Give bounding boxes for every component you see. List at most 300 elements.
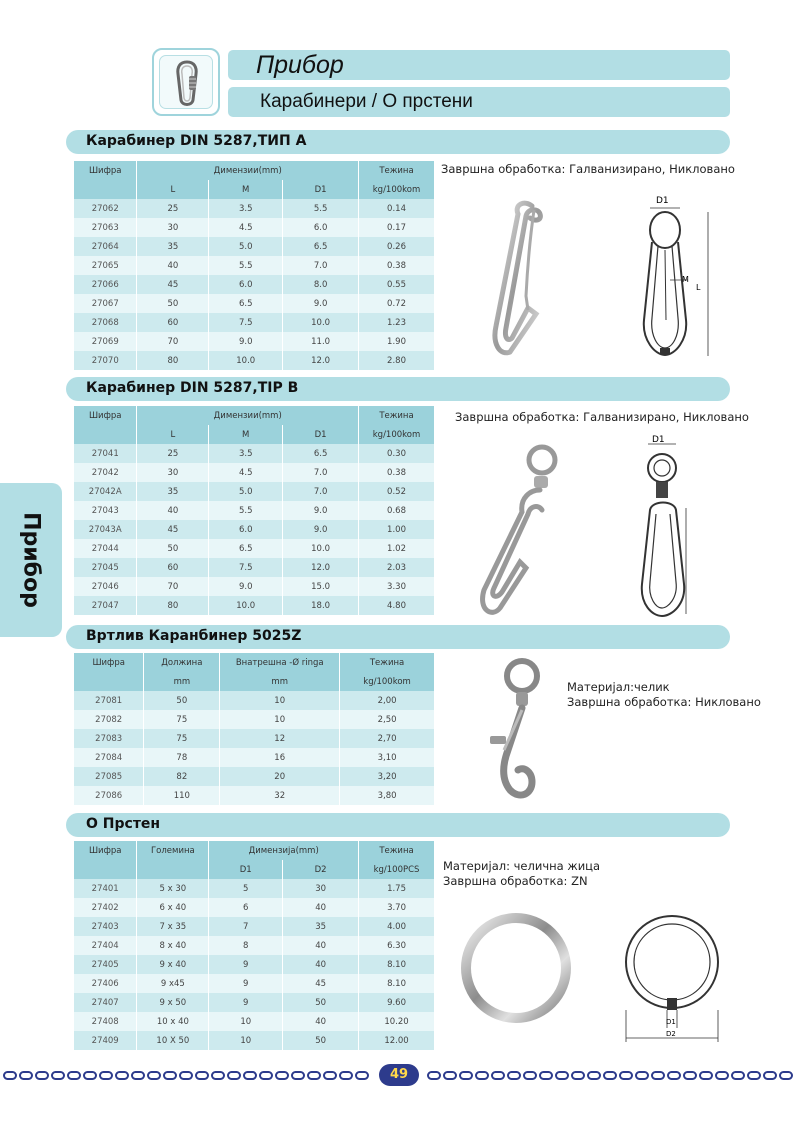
- section-bar-carabiner-a: [66, 130, 730, 154]
- chain-link: [652, 1072, 664, 1079]
- dim-label-l: L: [696, 283, 701, 292]
- chain-link: [356, 1072, 368, 1079]
- table-cell: 7 x 35: [137, 917, 209, 936]
- chain-link: [148, 1072, 160, 1079]
- table-cell: 6 x 40: [137, 898, 209, 917]
- col-header-code: Шифра: [74, 653, 144, 672]
- table-cell: 10.0: [209, 351, 283, 370]
- chain-link: [212, 1072, 224, 1079]
- table-cell: 10.20: [359, 1012, 435, 1031]
- table-cell: 12.00: [359, 1031, 435, 1050]
- col-header-d2: D2: [283, 860, 359, 879]
- table-cell: 8.10: [359, 974, 435, 993]
- table-row: [74, 539, 435, 558]
- table-cell: 40: [283, 1012, 359, 1031]
- chain-link: [116, 1072, 128, 1079]
- note-line: Материјал: челична жица: [443, 859, 601, 873]
- chain-link: [540, 1072, 552, 1079]
- table-row: [74, 313, 435, 332]
- table-cell: 9: [209, 993, 283, 1012]
- chain-link: [428, 1072, 440, 1079]
- col-header-blank: [74, 672, 144, 691]
- table-cell: 10: [209, 1012, 283, 1031]
- table-cell: 3.70: [359, 898, 435, 917]
- table-cell: 6.5: [209, 294, 283, 313]
- table-cell: 6.5: [283, 237, 359, 256]
- table-cell: 0.72: [359, 294, 435, 313]
- side-tab: [0, 483, 62, 637]
- table-cell: 75: [144, 710, 220, 729]
- table-cell: 1.90: [359, 332, 435, 351]
- section-title: Карабинер DIN 5287,ТИП А: [86, 133, 307, 149]
- table-cell: 40: [283, 955, 359, 974]
- table-row: [74, 577, 435, 596]
- table-cell: 4.80: [359, 596, 435, 615]
- table-cell: 1.02: [359, 539, 435, 558]
- chain-link: [36, 1072, 48, 1079]
- table-cell: 6.5: [209, 539, 283, 558]
- table-cell: 1.75: [359, 879, 435, 898]
- chain-link: [508, 1072, 520, 1079]
- table-cell: 6.0: [209, 275, 283, 294]
- table-cell: 10 x 40: [137, 1012, 209, 1031]
- note-line: Завршна обработка: Галванизирано, Никловано: [441, 162, 735, 176]
- table-cell: 27043A: [74, 520, 137, 539]
- page-subtitle-bar: [228, 87, 730, 117]
- table-cell: 25: [137, 199, 209, 218]
- col-header-dimensions: Димензии(mm): [137, 406, 359, 425]
- note-line: Завршна обработка: ZN: [443, 874, 588, 888]
- table-cell: 9: [209, 955, 283, 974]
- chain-link: [620, 1072, 632, 1079]
- table-cell: 25: [137, 444, 209, 463]
- chain-link: [260, 1072, 272, 1079]
- chain-link: [84, 1072, 96, 1079]
- table-cell: 27086: [74, 786, 144, 805]
- table-cell: 6.0: [209, 520, 283, 539]
- table-cell: 78: [144, 748, 220, 767]
- table-row: [74, 879, 435, 898]
- table-cell: 3.5: [209, 199, 283, 218]
- col-header-code: Шифра: [74, 406, 137, 425]
- chain-link: [292, 1072, 304, 1079]
- material-note: [567, 680, 761, 710]
- table-cell: 1.23: [359, 313, 435, 332]
- col-header-d1: D1: [209, 860, 283, 879]
- table-cell: 12.0: [283, 558, 359, 577]
- table-body: [74, 444, 435, 615]
- table-cell: 2,70: [340, 729, 435, 748]
- table-cell: 5.0: [209, 482, 283, 501]
- table-cell: 40: [137, 501, 209, 520]
- chain-link: [4, 1072, 16, 1079]
- table-cell: 27044: [74, 539, 137, 558]
- table-cell: 45: [137, 275, 209, 294]
- table-cell: 11.0: [283, 332, 359, 351]
- table-cell: 27068: [74, 313, 137, 332]
- table-cell: 16: [220, 748, 340, 767]
- table-cell: 10: [209, 1031, 283, 1050]
- section-bar-carabiner-b: [66, 377, 730, 401]
- chain-link: [524, 1072, 536, 1079]
- table-cell: 0.38: [359, 256, 435, 275]
- table-row: [74, 520, 435, 539]
- table-cell: 9: [209, 974, 283, 993]
- table-body: [74, 691, 435, 805]
- table-cell: 80: [137, 596, 209, 615]
- table-cell: 27064: [74, 237, 137, 256]
- chain-link: [132, 1072, 144, 1079]
- table-row: [74, 767, 435, 786]
- table-cell: 30: [137, 218, 209, 237]
- table-cell: 50: [137, 539, 209, 558]
- col-header-dimensions: Димензија(mm): [209, 841, 359, 860]
- table-cell: 2.03: [359, 558, 435, 577]
- section-title: Карабинер DIN 5287,TIP B: [86, 380, 299, 396]
- material-note: [443, 859, 600, 889]
- section-title: О Прстен: [86, 816, 161, 832]
- table-cell: 0.38: [359, 463, 435, 482]
- chain-link: [668, 1072, 680, 1079]
- col-header-unit-mm: mm: [144, 672, 220, 691]
- table-cell: 27041: [74, 444, 137, 463]
- col-header-blank: [74, 180, 137, 199]
- chain-link: [572, 1072, 584, 1079]
- col-header-weight: Тежина: [340, 653, 435, 672]
- table-row: [74, 558, 435, 577]
- table-cell: 110: [144, 786, 220, 805]
- table-cell: 6.0: [283, 218, 359, 237]
- table-cell: 20: [220, 767, 340, 786]
- table-cell: 3,10: [340, 748, 435, 767]
- note-line: Завршна обработка: Никловано: [567, 695, 761, 709]
- chain-link: [684, 1072, 696, 1079]
- table-cell: 60: [137, 558, 209, 577]
- table-cell: 8.10: [359, 955, 435, 974]
- table-row: [74, 993, 435, 1012]
- table-cell: 7.0: [283, 256, 359, 275]
- chain-link: [780, 1072, 792, 1079]
- table-cell: 40: [283, 936, 359, 955]
- o-ring-drawing: [620, 910, 730, 1045]
- table-cell: 82: [144, 767, 220, 786]
- dim-label-d1: D1: [656, 196, 669, 206]
- table-o-ring: [74, 841, 435, 1050]
- table-cell: 4.5: [209, 218, 283, 237]
- table-row: [74, 199, 435, 218]
- page-title: Прибор: [256, 51, 344, 79]
- finish-note: [441, 162, 735, 177]
- chain-link: [748, 1072, 760, 1079]
- section-title: Вртлив Каранбинер 5025Z: [86, 628, 302, 644]
- chain-link: [308, 1072, 320, 1079]
- table-cell: 45: [137, 520, 209, 539]
- table-cell: 12.0: [283, 351, 359, 370]
- table-cell: 27067: [74, 294, 137, 313]
- table-cell: 3,80: [340, 786, 435, 805]
- col-header-unit-mm: mm: [220, 672, 340, 691]
- carabiner-b-drawing: [630, 434, 720, 619]
- chain-link: [636, 1072, 648, 1079]
- chain-link: [180, 1072, 192, 1079]
- table-cell: 10: [220, 691, 340, 710]
- table-row: [74, 1012, 435, 1031]
- table-cell: 7.5: [209, 313, 283, 332]
- table-cell: 3.5: [209, 444, 283, 463]
- chain-link: [764, 1072, 776, 1079]
- col-header-l: L: [137, 425, 209, 444]
- table-row: [74, 936, 435, 955]
- chain-link: [700, 1072, 712, 1079]
- table-cell: 5 x 30: [137, 879, 209, 898]
- table-cell: 70: [137, 332, 209, 351]
- col-header-blank: [74, 425, 137, 444]
- table-row: [74, 237, 435, 256]
- table-cell: 9.0: [209, 577, 283, 596]
- col-header-unit: kg/100kom: [359, 180, 435, 199]
- table-cell: 50: [283, 993, 359, 1012]
- table-cell: 75: [144, 729, 220, 748]
- table-row: [74, 463, 435, 482]
- category-icon-box: [152, 48, 220, 116]
- finish-note: [455, 410, 749, 425]
- side-tab-label: Прибор: [18, 512, 44, 608]
- col-header-blank: [74, 860, 137, 879]
- col-header-l: L: [137, 180, 209, 199]
- table-row: [74, 974, 435, 993]
- table-cell: 27408: [74, 1012, 137, 1031]
- table-cell: 27403: [74, 917, 137, 936]
- chain-link: [244, 1072, 256, 1079]
- table-cell: 0.17: [359, 218, 435, 237]
- o-ring-photo: [458, 910, 578, 1026]
- table-cell: 5: [209, 879, 283, 898]
- table-row: [74, 955, 435, 974]
- table-cell: 5.0: [209, 237, 283, 256]
- col-header-weight: Тежина: [359, 161, 435, 180]
- carabiner-a-photo: [470, 196, 560, 366]
- table-cell: 27045: [74, 558, 137, 577]
- chain-link: [732, 1072, 744, 1079]
- col-header-dimensions: Димензии(mm): [137, 161, 359, 180]
- table-cell: 0.14: [359, 199, 435, 218]
- table-cell: 0.52: [359, 482, 435, 501]
- col-header-length: Должина: [144, 653, 220, 672]
- table-row: [74, 710, 435, 729]
- table-cell: 27069: [74, 332, 137, 351]
- col-header-d1: D1: [283, 180, 359, 199]
- dim-label-d1: D1: [652, 435, 665, 445]
- chain-link: [52, 1072, 64, 1079]
- page-number: 49: [389, 1067, 409, 1082]
- table-carabiner-b: [74, 406, 435, 615]
- table-cell: 9 x 50: [137, 993, 209, 1012]
- table-row: [74, 332, 435, 351]
- chain-link: [324, 1072, 336, 1079]
- col-header-size: Големина: [137, 841, 209, 860]
- table-cell: 27085: [74, 767, 144, 786]
- carabiner-icon: [159, 55, 213, 109]
- table-cell: 35: [137, 237, 209, 256]
- chain-link: [556, 1072, 568, 1079]
- table-cell: 27404: [74, 936, 137, 955]
- table-cell: 35: [137, 482, 209, 501]
- table-cell: 1.00: [359, 520, 435, 539]
- swivel-snap-hook-photo: [480, 654, 560, 804]
- table-cell: 4.5: [209, 463, 283, 482]
- col-header-d1: D1: [283, 425, 359, 444]
- table-row: [74, 501, 435, 520]
- col-header-blank: [137, 860, 209, 879]
- table-cell: 27409: [74, 1031, 137, 1050]
- table-cell: 4.00: [359, 917, 435, 936]
- table-cell: 27070: [74, 351, 137, 370]
- table-cell: 27406: [74, 974, 137, 993]
- table-row: [74, 218, 435, 237]
- table-cell: 3,20: [340, 767, 435, 786]
- page-number-badge: [379, 1064, 419, 1086]
- chain-link: [100, 1072, 112, 1079]
- table-body: [74, 879, 435, 1050]
- dim-label-d1: D1: [666, 1018, 676, 1026]
- table-cell: 27081: [74, 691, 144, 710]
- table-cell: 8.0: [283, 275, 359, 294]
- table-cell: 50: [283, 1031, 359, 1050]
- table-cell: 2,00: [340, 691, 435, 710]
- table-cell: 27062: [74, 199, 137, 218]
- table-cell: 32: [220, 786, 340, 805]
- col-header-m: M: [209, 180, 283, 199]
- table-cell: 9.0: [283, 520, 359, 539]
- table-cell: 5.5: [209, 501, 283, 520]
- table-row: [74, 748, 435, 767]
- page-subtitle: Карабинери / О прстени: [260, 91, 473, 112]
- chain-link: [340, 1072, 352, 1079]
- table-swivel: [74, 653, 435, 805]
- chain-link: [68, 1072, 80, 1079]
- col-header-code: Шифра: [74, 161, 137, 180]
- table-cell: 10.0: [283, 313, 359, 332]
- table-cell: 27047: [74, 596, 137, 615]
- table-cell: 27405: [74, 955, 137, 974]
- table-row: [74, 917, 435, 936]
- chain-link: [20, 1072, 32, 1079]
- carabiner-a-drawing: [630, 190, 720, 365]
- col-header-m: M: [209, 425, 283, 444]
- table-cell: 50: [144, 691, 220, 710]
- table-row: [74, 444, 435, 463]
- table-cell: 0.55: [359, 275, 435, 294]
- table-cell: 7: [209, 917, 283, 936]
- table-row: [74, 1031, 435, 1050]
- table-cell: 30: [283, 879, 359, 898]
- note-line: Материјал:челик: [567, 680, 670, 694]
- table-row: [74, 898, 435, 917]
- table-row: [74, 294, 435, 313]
- table-cell: 7.5: [209, 558, 283, 577]
- chain-link: [492, 1072, 504, 1079]
- table-cell: 6: [209, 898, 283, 917]
- chain-link: [228, 1072, 240, 1079]
- table-cell: 10.0: [283, 539, 359, 558]
- table-cell: 27042A: [74, 482, 137, 501]
- table-cell: 0.68: [359, 501, 435, 520]
- table-cell: 9 x 40: [137, 955, 209, 974]
- table-cell: 8: [209, 936, 283, 955]
- section-bar-o-ring: [66, 813, 730, 837]
- table-cell: 35: [283, 917, 359, 936]
- col-header-weight: Тежина: [359, 406, 435, 425]
- table-cell: 5.5: [283, 199, 359, 218]
- table-cell: 6.5: [283, 444, 359, 463]
- table-cell: 27402: [74, 898, 137, 917]
- table-cell: 9.0: [283, 294, 359, 313]
- table-cell: 12: [220, 729, 340, 748]
- chain-link: [476, 1072, 488, 1079]
- table-cell: 9.0: [209, 332, 283, 351]
- table-cell: 60: [137, 313, 209, 332]
- table-row: [74, 482, 435, 501]
- page-title-bar: [228, 50, 730, 80]
- chain-link: [716, 1072, 728, 1079]
- note-line: Завршна обработка: Галванизирано, Никловано: [455, 410, 749, 424]
- table-cell: 2,50: [340, 710, 435, 729]
- col-header-code: Шифра: [74, 841, 137, 860]
- chain-link: [604, 1072, 616, 1079]
- table-cell: 27065: [74, 256, 137, 275]
- col-header-inner-diameter: Внатрешна -Ø ringa: [220, 653, 340, 672]
- table-cell: 27042: [74, 463, 137, 482]
- table-cell: 3.30: [359, 577, 435, 596]
- col-header-unit: kg/100PCS: [359, 860, 435, 879]
- dim-label-m: M: [682, 275, 689, 284]
- table-cell: 45: [283, 974, 359, 993]
- table-cell: 40: [283, 898, 359, 917]
- col-header-unit: kg/100kom: [359, 425, 435, 444]
- table-cell: 40: [137, 256, 209, 275]
- table-cell: 27046: [74, 577, 137, 596]
- table-cell: 27082: [74, 710, 144, 729]
- table-cell: 8 x 40: [137, 936, 209, 955]
- table-cell: 2.80: [359, 351, 435, 370]
- table-cell: 6.30: [359, 936, 435, 955]
- table-cell: 70: [137, 577, 209, 596]
- table-cell: 27084: [74, 748, 144, 767]
- table-row: [74, 256, 435, 275]
- table-cell: 10: [220, 710, 340, 729]
- table-cell: 0.30: [359, 444, 435, 463]
- table-row: [74, 596, 435, 615]
- table-row: [74, 786, 435, 805]
- table-cell: 27083: [74, 729, 144, 748]
- table-carabiner-a: [74, 161, 435, 370]
- chain-link: [164, 1072, 176, 1079]
- table-row: [74, 729, 435, 748]
- table-cell: 18.0: [283, 596, 359, 615]
- table-cell: 5.5: [209, 256, 283, 275]
- chain-link: [444, 1072, 456, 1079]
- table-row: [74, 275, 435, 294]
- dim-label-d2: D2: [666, 1030, 676, 1038]
- table-cell: 9 x45: [137, 974, 209, 993]
- chain-link: [276, 1072, 288, 1079]
- table-cell: 7.0: [283, 463, 359, 482]
- col-header-unit: kg/100kom: [340, 672, 435, 691]
- table-cell: 7.0: [283, 482, 359, 501]
- carabiner-b-photo: [470, 440, 570, 620]
- table-cell: 30: [137, 463, 209, 482]
- chain-link: [460, 1072, 472, 1079]
